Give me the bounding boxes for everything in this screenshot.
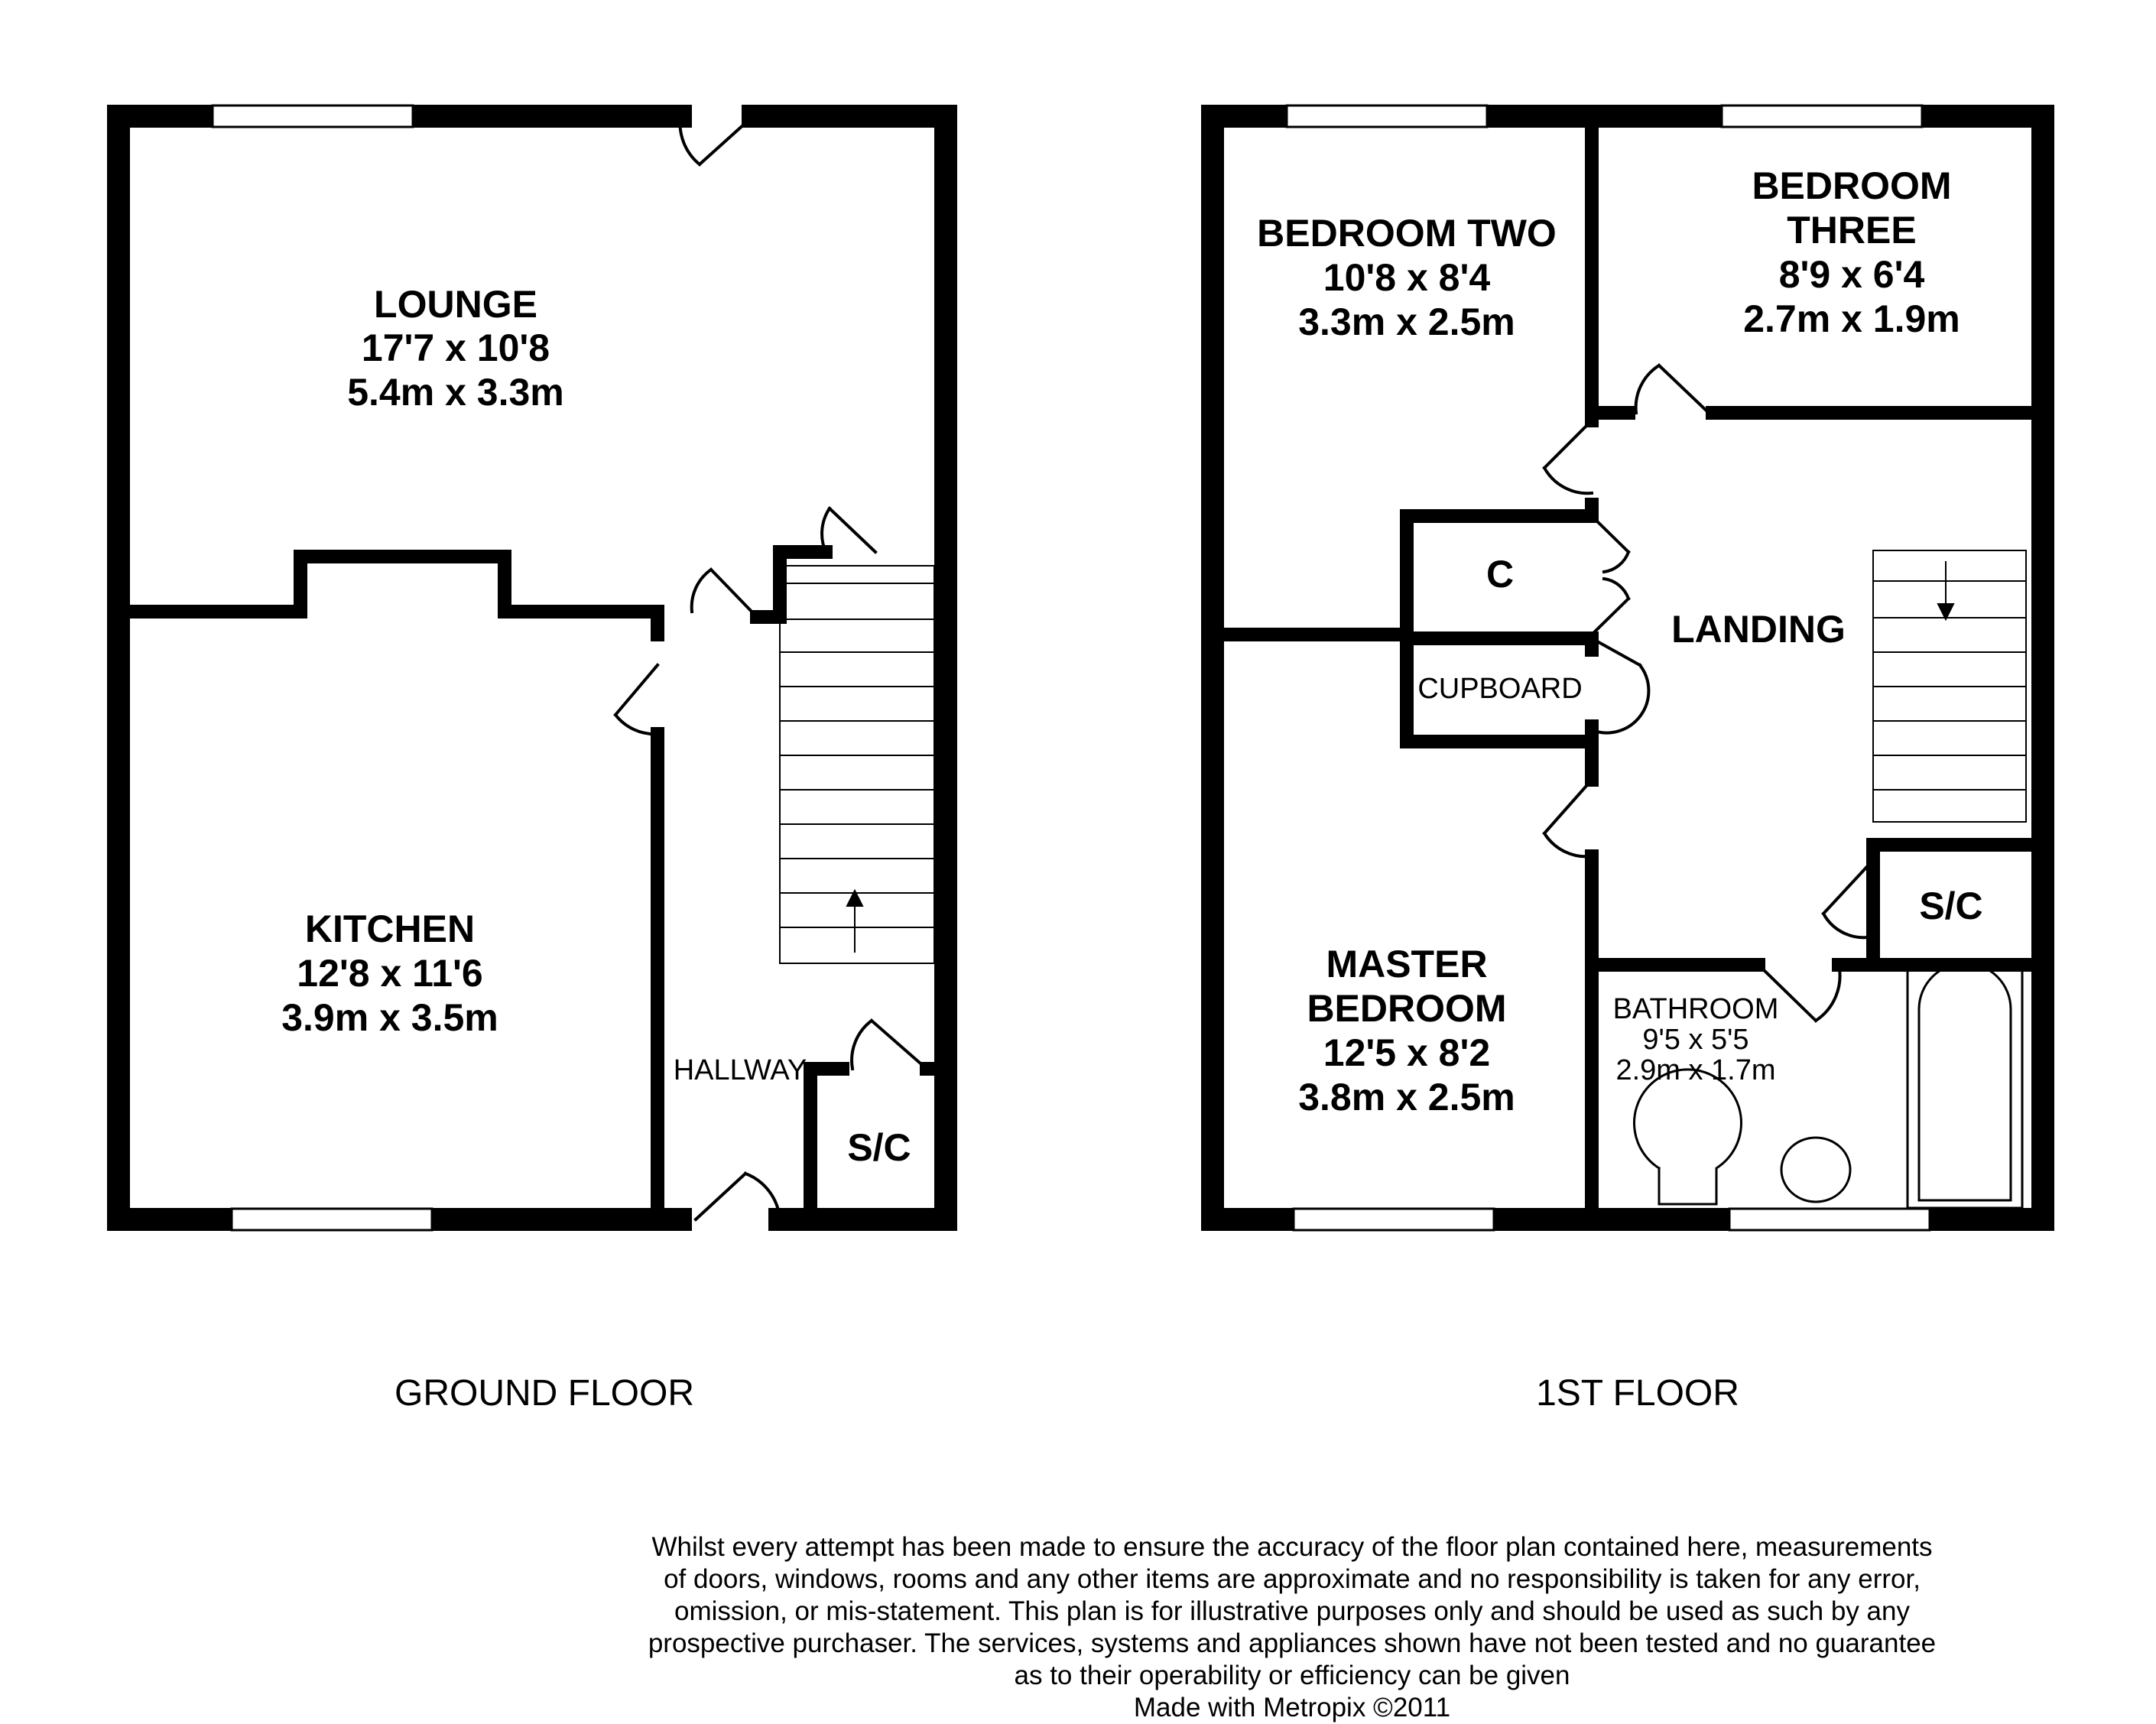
lounge-imperial: 17'7 x 10'8	[361, 326, 550, 369]
bedroom-three-metric: 2.7m x 1.9m	[1743, 297, 1960, 340]
bath-inner	[1919, 963, 2011, 1200]
kitchen-door	[615, 665, 658, 734]
bedroom-two-imperial: 10'8 x 8'4	[1323, 256, 1491, 299]
landing-label: LANDING	[1671, 608, 1846, 651]
cupboard-door	[1592, 638, 1648, 733]
ground-floor-outer-walls	[119, 116, 946, 1219]
bedroom-three-label-line2: THREE	[1787, 209, 1917, 252]
master-bedroom-imperial: 12'5 x 8'2	[1323, 1031, 1491, 1074]
lounge-window	[213, 106, 413, 127]
hallway-label: HALLWAY	[673, 1054, 807, 1086]
kitchen-window	[232, 1209, 432, 1230]
bedroom-two-window	[1287, 106, 1487, 127]
disclaimer-line-1: Whilst every attempt has been made to ensure the accuracy of the floor plan contained here, measurements	[651, 1532, 1933, 1562]
ground-floor-windows	[213, 106, 432, 1230]
first-floor-title: 1ST FLOOR	[1536, 1373, 1739, 1414]
ground-floor-title: GROUND FLOOR	[394, 1373, 695, 1414]
master-bedroom-metric: 3.8m x 2.5m	[1298, 1076, 1515, 1118]
master-bedroom-door	[1544, 780, 1592, 856]
kitchen-imperial: 12'8 x 11'6	[297, 952, 483, 995]
storage-door	[852, 1021, 927, 1069]
bathroom-metric: 2.9m x 1.7m	[1615, 1054, 1776, 1086]
washbasin-icon	[1781, 1138, 1850, 1202]
first-floor-stairs	[1873, 550, 2026, 822]
cupboard-label: CUPBOARD	[1417, 673, 1583, 705]
bath	[1908, 965, 2022, 1208]
bedroom-three-window	[1722, 106, 1922, 127]
bedroom-two-metric: 3.3m x 2.5m	[1298, 300, 1515, 343]
cupboard-c-door-top	[1592, 516, 1628, 572]
bathroom-imperial: 9'5 x 5'5	[1642, 1024, 1749, 1056]
lounge-metric: 5.4m x 3.3m	[347, 371, 564, 414]
cupboard-c-door-bottom	[1592, 579, 1628, 635]
kitchen-metric: 3.9m x 3.5m	[281, 996, 498, 1039]
ground-floor-stairs	[780, 566, 934, 963]
bathroom-label: BATHROOM	[1612, 993, 1779, 1025]
ground-storage-label: S/C	[847, 1126, 911, 1169]
disclaimer-line-4: prospective purchaser. The services, systems and appliances shown have not been tested and no guarantee	[648, 1628, 1937, 1658]
master-bedroom-label-line2: BEDROOM	[1307, 987, 1507, 1030]
lounge-label: LOUNGE	[374, 283, 537, 326]
cupboard-c-label: C	[1485, 553, 1515, 596]
bedroom-two-door	[1544, 420, 1592, 493]
master-bedroom-label-line1: MASTER	[1326, 943, 1488, 985]
disclaimer-line-5: as to their operability or efficiency can be given	[1014, 1661, 1570, 1690]
bedroom-three-imperial: 8'9 x 6'4	[1778, 253, 1925, 296]
bedroom-three-door	[1636, 365, 1709, 413]
bathroom-window	[1729, 1209, 1930, 1230]
kitchen-label: KITCHEN	[304, 907, 476, 950]
first-storage-label: S/C	[1919, 885, 1983, 927]
lounge-hall-door	[692, 570, 757, 617]
front-door	[696, 1174, 780, 1219]
toilet-icon	[1635, 1070, 1742, 1204]
bedroom-two-label: BEDROOM TWO	[1257, 212, 1557, 255]
ground-floor-plan	[119, 106, 946, 1230]
master-bedroom-window	[1294, 1209, 1494, 1230]
credit: Made with Metropix ©2011	[1133, 1693, 1451, 1722]
disclaimer-line-2: of doors, windows, rooms and any other items are approximate and no responsibility is taken for any error,	[664, 1564, 1921, 1594]
disclaimer	[566, 1531, 2018, 1724]
disclaimer-line-3: omission, or mis-statement. This plan is for illustrative purposes only and should be used as such by any	[674, 1596, 1910, 1626]
storage-door-first	[1823, 860, 1873, 937]
bedroom-three-label-line1: BEDROOM	[1752, 164, 1952, 207]
